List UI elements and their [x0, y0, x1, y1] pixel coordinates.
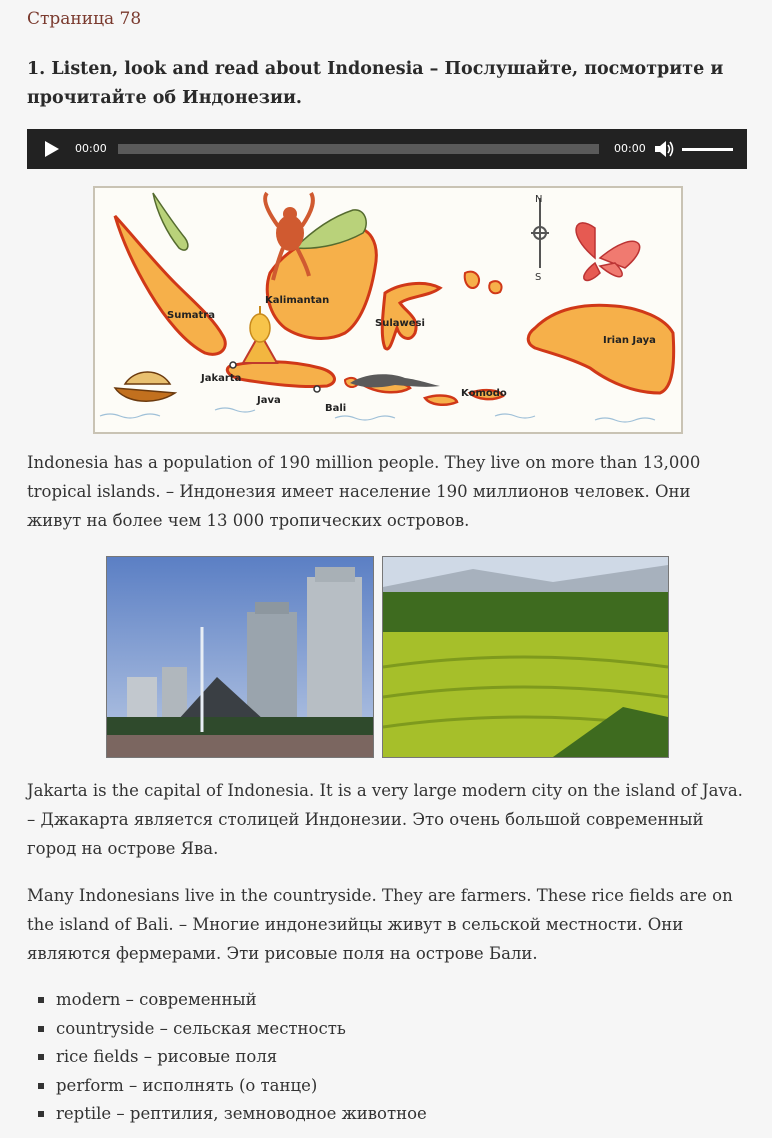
- volume-icon[interactable]: [654, 140, 676, 158]
- indonesia-map: [93, 186, 683, 434]
- play-icon[interactable]: [45, 141, 59, 157]
- compass-north: N: [535, 194, 543, 205]
- malaya: [153, 193, 188, 250]
- volume-slider[interactable]: [682, 148, 733, 151]
- duration: 00:00: [614, 142, 646, 155]
- paragraph-jakarta: Jakarta is the capital of Indonesia. It is a very large modern city on the island of Java. – Джакарта является столицей Индонезии. Это очень большой современный город на острове Ява.: [27, 781, 743, 858]
- bullet-icon: [38, 1054, 44, 1060]
- progress-rail[interactable]: [118, 144, 599, 154]
- paragraph-countryside: Many Indonesians live in the countryside. They are farmers. These rice fields are on the island of Bali. – Многие индонезийцы живут в сельской местности. Они являются фермерами. Эти рисовые поля на острове Бали.: [27, 886, 733, 963]
- vocab-text: rice fields – рисовые поля: [56, 1047, 278, 1067]
- vocab-text: perform – исполнять (о танце): [56, 1075, 318, 1095]
- temple-icon: [243, 306, 277, 363]
- label-kalimantan: Kalimantan: [265, 295, 330, 306]
- water-lines: [100, 408, 655, 422]
- java-island: [227, 362, 334, 387]
- page-label: Страница 78: [27, 9, 142, 29]
- label-jakarta: Jakarta: [201, 373, 242, 384]
- boat-icon: [115, 372, 175, 401]
- list-item: [27, 1100, 427, 1129]
- bullet-icon: [38, 1083, 44, 1089]
- label-bali: Bali: [325, 403, 347, 414]
- vocab-text: modern – современный: [56, 990, 257, 1009]
- list-item: [27, 1072, 427, 1101]
- irian-jaya-island: [528, 305, 673, 393]
- audio-player: [27, 129, 747, 169]
- bali-dot: [314, 386, 320, 392]
- list-item: [27, 1043, 427, 1072]
- photos-row: [100, 552, 672, 757]
- label-java: Java: [257, 395, 281, 406]
- butterfly-icon: [576, 223, 640, 281]
- sulawesi-island: [382, 283, 440, 349]
- paragraph-population: Indonesia has a population of 190 million people. They live on more than 13,000 tropical islands. – Индонезия имеет население 190 миллионов человек. Они живут на более чем 13 000 тропических островов.: [27, 453, 701, 530]
- current-time: 00:00: [75, 142, 107, 155]
- label-sulawesi: Sulawesi: [375, 318, 425, 329]
- label-sumatra: Sumatra: [167, 310, 215, 321]
- compass-icon: [531, 194, 549, 283]
- label-irian-jaya: Irian Jaya: [603, 335, 656, 346]
- vocab-text: reptile – рептилия, земноводное животное: [56, 1104, 427, 1124]
- vocab-text: countryside – сельская местность: [56, 1018, 346, 1038]
- compass-south: S: [535, 272, 542, 283]
- moluccas: [465, 272, 502, 294]
- bullet-icon: [38, 1026, 44, 1032]
- list-item: [27, 986, 427, 1015]
- exercise-heading: 1. Listen, look and read about Indonesia – Послушайте, посмотрите и прочитайте об Индонезии.: [27, 59, 724, 108]
- vocabulary-list: [27, 986, 427, 1129]
- jakarta-photo: [106, 556, 374, 758]
- bullet-icon: [38, 1111, 44, 1117]
- rice-fields-photo: [382, 556, 669, 758]
- jakarta-dot: [230, 362, 236, 368]
- list-item: [27, 1015, 427, 1044]
- bullet-icon: [38, 997, 44, 1003]
- label-komodo: Komodo: [461, 388, 507, 399]
